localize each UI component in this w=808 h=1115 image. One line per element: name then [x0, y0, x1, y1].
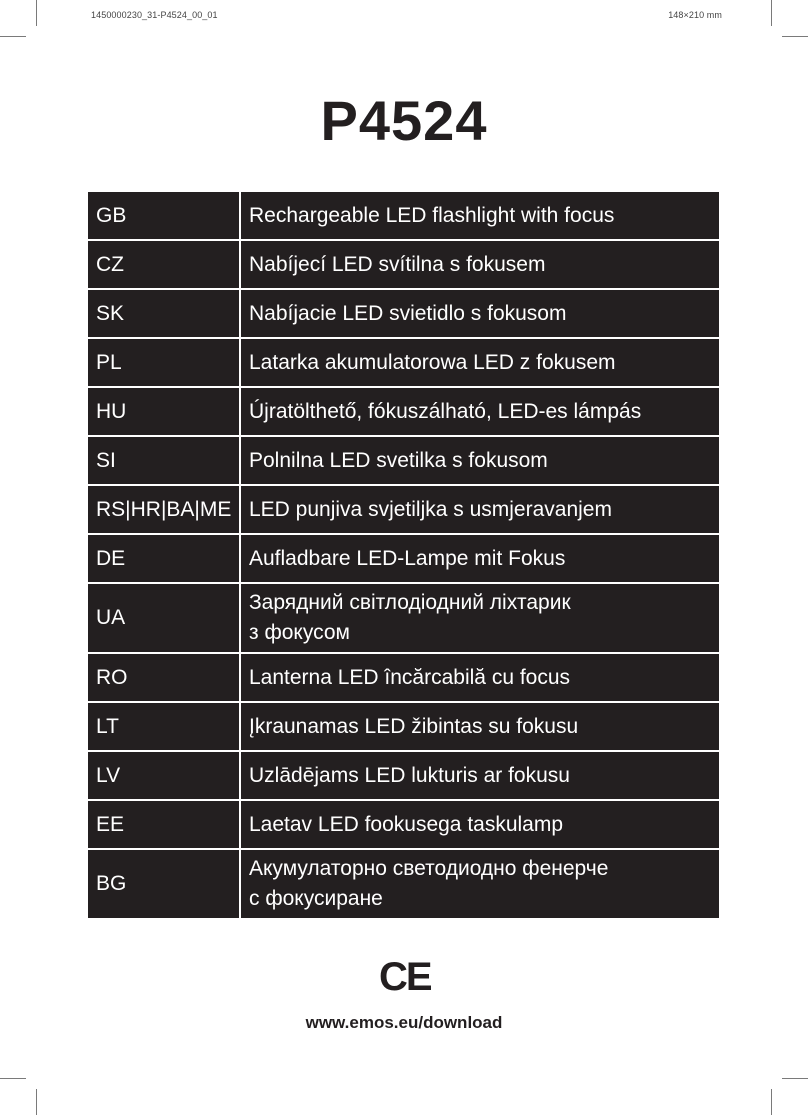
product-description [240, 800, 720, 849]
description-line: Nabíjacie LED svietidlo s fokusom [249, 301, 567, 325]
table-row [87, 485, 720, 534]
language-code: SK [87, 289, 240, 338]
product-description [240, 702, 720, 751]
language-code: LV [87, 751, 240, 800]
table-row [87, 849, 720, 919]
language-code: LT [87, 702, 240, 751]
ce-mark-logo: CE [379, 955, 431, 999]
crop-mark-bottom-left-h [0, 1078, 26, 1079]
crop-mark-top-left-v [36, 0, 37, 26]
file-code: 1450000230_31-P4524_00_01 [91, 10, 218, 20]
table-row [87, 583, 720, 653]
description-line: Зарядний світлодіодний ліхтарик [249, 591, 571, 614]
crop-mark-bottom-right-h [782, 1078, 808, 1079]
description-line: Įkraunamas LED žibintas su fokusu [249, 714, 579, 738]
table-row [87, 534, 720, 583]
description-line: Aufladbare LED-Lampe mit Fokus [249, 546, 566, 570]
table-row [87, 191, 720, 240]
product-description [240, 191, 720, 240]
language-code: BG [87, 849, 240, 919]
language-code: CZ [87, 240, 240, 289]
language-code: GB [87, 191, 240, 240]
description-line: Rechargeable LED flashlight with focus [249, 203, 615, 227]
table-row [87, 436, 720, 485]
crop-mark-top-left-h [0, 36, 26, 37]
crop-mark-bottom-left-v [36, 1089, 37, 1115]
table-row [87, 751, 720, 800]
table-row [87, 653, 720, 702]
product-description [240, 583, 720, 653]
description-line: з фокусом [249, 621, 350, 644]
product-description [240, 387, 720, 436]
crop-mark-top-right-v [771, 0, 772, 26]
description-line: Акумулаторно светодиодно фенерче [249, 857, 609, 880]
language-table [86, 190, 721, 920]
language-code: SI [87, 436, 240, 485]
product-description [240, 289, 720, 338]
crop-mark-bottom-right-v [771, 1089, 772, 1115]
product-description [240, 338, 720, 387]
product-description [240, 751, 720, 800]
description-line: Nabíjecí LED svítilna s fokusem [249, 252, 546, 276]
description-line: Laetav LED fookusega taskulamp [249, 812, 564, 836]
language-code: RS|HR|BA|ME [87, 485, 240, 534]
table-row [87, 289, 720, 338]
table-row [87, 240, 720, 289]
page-size: 148×210 mm [668, 10, 722, 20]
language-code: RO [87, 653, 240, 702]
download-link[interactable]: www.emos.eu/download [305, 1013, 503, 1032]
language-code: PL [87, 338, 240, 387]
product-description [240, 849, 720, 919]
description-line: Újratölthető, fókuszálható, LED-es lámpás [249, 399, 642, 423]
product-description [240, 436, 720, 485]
table-row [87, 387, 720, 436]
language-code: HU [87, 387, 240, 436]
product-description [240, 485, 720, 534]
product-description [240, 240, 720, 289]
description-line: Polnilna LED svetilka s fokusom [249, 448, 548, 472]
language-code: UA [87, 583, 240, 653]
table-row [87, 800, 720, 849]
language-code: EE [87, 800, 240, 849]
description-line: Uzlādējams LED lukturis ar fokusu [249, 763, 570, 787]
crop-mark-top-right-h [782, 36, 808, 37]
description-line: с фокусиране [249, 887, 383, 910]
table-row [87, 338, 720, 387]
table-row [87, 702, 720, 751]
description-line: LED punjiva svjetiljka s usmjeravanjem [249, 497, 612, 521]
description-line: Lanterna LED încărcabilă cu focus [249, 665, 571, 689]
product-description [240, 534, 720, 583]
description-line: Latarka akumulatorowa LED z fokusem [249, 350, 616, 374]
language-code: DE [87, 534, 240, 583]
product-description [240, 653, 720, 702]
product-title: P4524 [320, 89, 488, 152]
